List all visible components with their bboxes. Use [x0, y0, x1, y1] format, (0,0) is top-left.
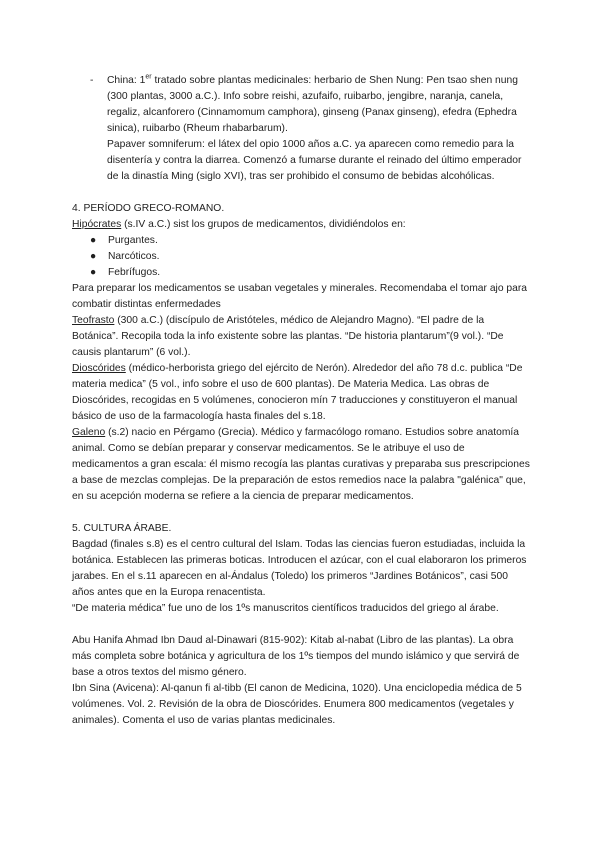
china-paragraph [107, 73, 527, 185]
dioscorides-paragraph: Dioscórides (médico-herborista griego del ejército de Nerón). Alrededor del año 78 d.c. publica “De materia medica” (5 vol., info sobre el uso de 600 plantas). De Materia Medica. Las obras de Dioscórides, recogidas en 5 volúmenes, conocieron mín 7 traducciones y constituyeron el manual básico de uso de la farmacología hasta finales del s.18. [72, 363, 523, 422]
list-item: ● Narcóticos. [72, 249, 160, 265]
hipocrates-paragraph: Hipócrates (s.IV a.C.) sist los grupos de medicamentos, dividiéndolos en: [72, 219, 406, 230]
bullet-icon: ● [90, 267, 97, 278]
list-dash: - [90, 75, 94, 86]
abu-hanifa-paragraph: Abu Hanifa Ahmad Ibn Daud al-Dinawari (815-902): Kitab al-nabat (Libro de las plantas). La obra más completa sobre botánica y agricultura de los 1ºs tiempos del mundo islámico y que servirá de base a otros textos del mismo género. [72, 635, 520, 678]
galeno-name: Galeno [72, 427, 106, 438]
materia-medica-paragraph: “De materia médica” fue uno de los 1ºs manuscritos científicos traducidos del griego al árabe. [72, 603, 499, 614]
dioscorides-name: Dioscórides [72, 363, 126, 374]
bullet-icon: ● [90, 235, 97, 246]
section-5-heading: 5. CULTURA ÁRABE. [72, 523, 172, 534]
section-4-heading: 4. PERÍODO GRECO-ROMANO. [72, 203, 225, 214]
ibn-sina-paragraph: Ibn Sina (Avicena): Al-qanun fi al-tibb (El canon de Medicina, 1020). Una enciclopedia médica de 5 volúmenes. Vol. 2. Revisión de la obra de Dioscórides. Enumera 800 medicamentos (vegetales y animales). Comenta el uso de varias plantas medicinales. [72, 683, 522, 726]
superscript: er [145, 73, 152, 81]
shen-nung-text: China: 1er tratado sobre plantas medicinales: herbario de Shen Nung: Pen tsao shen nung (300 plantas, 3000 a.C.). Info sobre reishi, azufaifo, ruibarbo, jengibre, naranja, canela, regaliz, alcanforero (Cinnamomum camphora), ginseng (Panax ginseng), efedra (Ephedra sinica), ruibarbo (Rheum rhabarbarum). [107, 73, 518, 134]
list-item: ● Febrífugos. [72, 265, 160, 281]
teofrasto-name: Teofrasto [72, 315, 115, 326]
hipocrates-name: Hipócrates [72, 219, 122, 230]
teofrasto-paragraph: Teofrasto (300 a.C.) (discípulo de Aristóteles, médico de Alejandro Magno). “El padre de la Botánica”. Recopila toda la info existente sobre las plantas. “De historia plantarum”(9 vol.). “De causis plantarum” (6 vol.). [72, 315, 504, 358]
papaver-text: Papaver somniferum: el látex del opio 1000 años a.C. ya aparecen como remedio para la disentería y contra la diarrea. Comenzó a fumarse durante el reinado del último emperador de la dinastía Ming (siglo XVI), tras ser prohibido el consumo de bebidas alcohólicas. [107, 139, 522, 182]
bullet-icon: ● [90, 251, 97, 262]
medication-groups-list [72, 233, 160, 281]
list-item: ● Purgantes. [72, 233, 160, 249]
galeno-paragraph: Galeno (s.2) nacio en Pérgamo (Grecia). Médico y farmacólogo romano. Estudios sobre anatomía animal. Como se debían preparar y conservar medicamentos. Se le atribuye el uso de medicamentos a gran escala: él mismo recogía las plantas curativas y preparaba sus prescripciones a base de mezclas complejas. De la preparación de estos remedios nace la palabra "galénica" que, en su acepción moderna se refiere a la ciencia de preparar medicamentos. [72, 427, 530, 502]
vegetales-paragraph: Para preparar los medicamentos se usaban vegetales y minerales. Recomendaba el tomar ajo para combatir distintas enfermedades [72, 283, 528, 310]
bagdad-paragraph: Bagdad (finales s.8) es el centro cultural del Islam. Todas las ciencias fueron estudiadas, incluida la botánica. Establecen las primeras boticas. Introducen el azúcar, con el cual elaboraron los primeros jarabes. En el s.11 aparecen en al-Ándalus (Toledo) los primeros “Jardines Botánicos”, casi 500 años antes que en la Europa renacentista. [72, 539, 527, 598]
